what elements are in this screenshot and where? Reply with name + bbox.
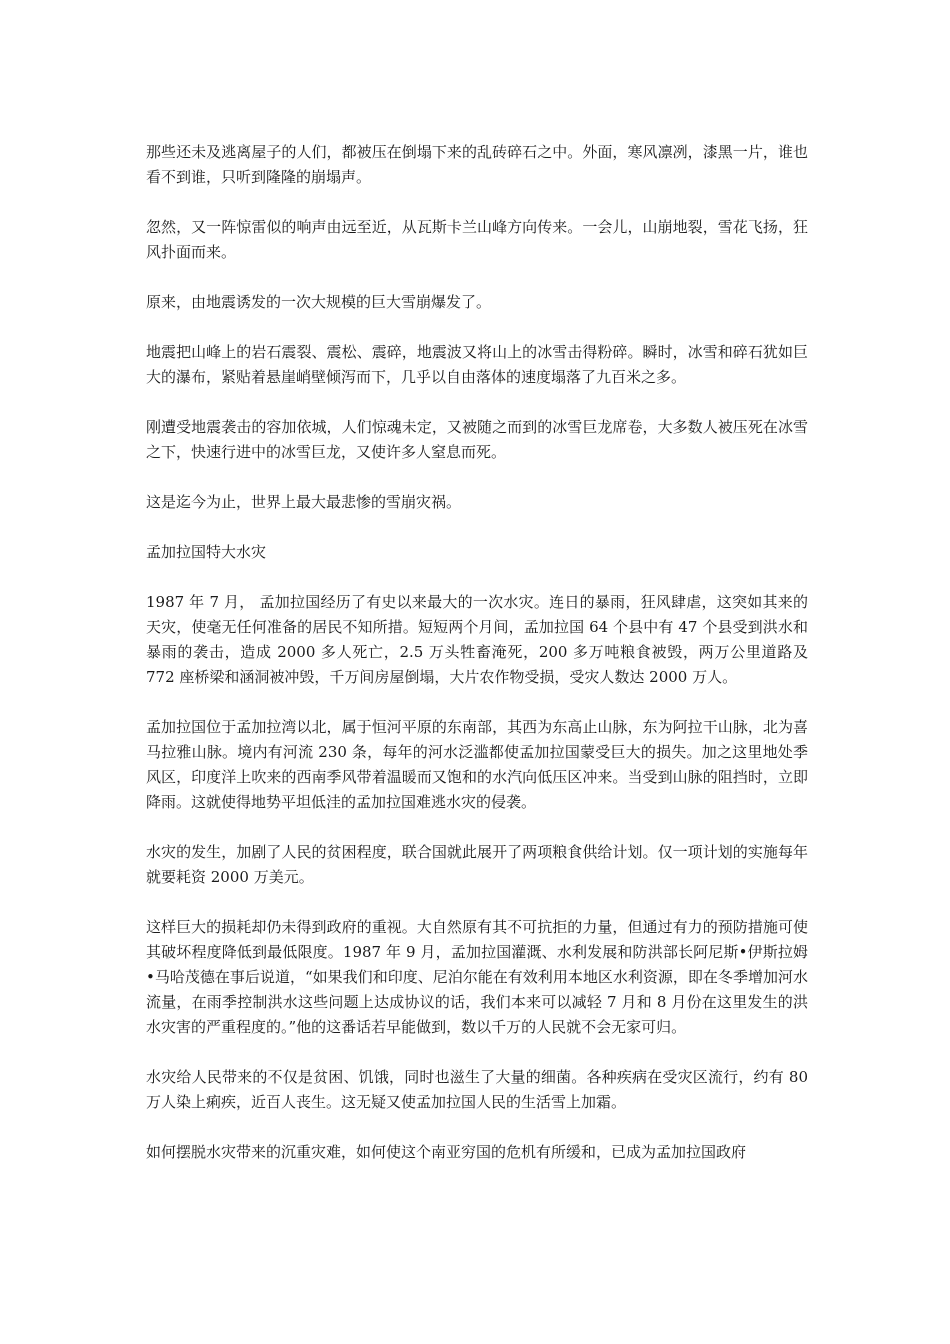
paragraph-avalanche-triggered: 原来，由地震诱发的一次大规模的巨大雪崩爆发了。 <box>146 293 492 311</box>
paragraph-crisis-question: 如何摆脱水灾带来的沉重灾难，如何使这个南亚穷国的危机有所缓和，已成为孟加拉国政府 <box>146 1143 747 1161</box>
section-heading-bangladesh-flood: 孟加拉国特大水灾 <box>146 543 267 561</box>
paragraph-minister-quote: 这样巨大的损耗却仍未得到政府的重视。大自然原有其不可抗拒的力量，但通过有力的预防措施可使其破坏程度降低到最低限度。1987 年 9 月，孟加拉国灌溉、水利发展和防洪部长阿尼斯•伊斯拉姆•马哈茂德在事后说道，“如果我们和印度、尼泊尔能在有效利用本地区水利资源，即在冬季增加河水流量，在雨季控制洪水这些问题上达成协议的话，我们本来可以减轻 7 月和 8 月份在这里发生的洪水灾害的严重程度的。”他的这番话若早能做到，数以千万的人民就不会无家可归。 <box>146 918 808 1036</box>
paragraph-ice-waterfall: 地震把山峰上的岩石震裂、震松、震碎，地震波又将山上的冰雪击得粉碎。瞬时，冰雪和碎石犹如巨大的瀑布，紧贴着悬崖峭壁倾泻而下，几乎以自由落体的速度塌落了九百米之多。 <box>146 343 808 386</box>
paragraph-un-food-aid: 水灾的发生，加剧了人民的贫困程度，联合国就此展开了两项粮食供给计划。仅一项计划的实施每年就要耗资 2000 万美元。 <box>146 843 808 886</box>
paragraph-thunder-sound: 忽然，又一阵惊雷似的响声由远至近，从瓦斯卡兰山峰方向传来。一会儿，山崩地裂，雪花飞扬，狂风扑面而来。 <box>146 218 808 261</box>
paragraph-geography: 孟加拉国位于孟加拉湾以北，属于恒河平原的东南部，其西为东高止山脉，东为阿拉干山脉，北为喜马拉雅山脉。境内有河流 230 条，每年的河水泛滥都使孟加拉国蒙受巨大的损失。加之这里地处季风区，印度洋上吹来的西南季风带着温暖而又饱和的水汽向低压区冲来。当受到山脉的阻挡时，立即降雨。这就使得地势平坦低洼的孟加拉国难逃水灾的侵袭。 <box>146 718 808 811</box>
paragraph-worst-avalanche: 这是迄今为止，世界上最大最悲惨的雪崩灾祸。 <box>146 493 462 511</box>
document-body <box>146 140 808 1190</box>
paragraph-collapse-aftermath: 那些还未及逃离屋子的人们，都被压在倒塌下来的乱砖碎石之中。外面，寒风凛冽，漆黑一片，谁也看不到谁，只听到隆隆的崩塌声。 <box>146 143 808 186</box>
paragraph-1987-flood: 1987 年 7 月， 孟加拉国经历了有史以来最大的一次水灾。连日的暴雨，狂风肆虐，这突如其来的天灾，使毫无任何准备的居民不知所措。短短两个月间，孟加拉国 64 个县中有 47 个县受到洪水和暴雨的袭击，造成 2000 多人死亡，2.5 万头牲畜淹死，200 多万吨粮食被毁，两万公里道路及 772 座桥梁和涵洞被冲毁，千万间房屋倒塌，大片农作物受损，受灾人数达 2000 万人。 <box>146 593 808 686</box>
paragraph-city-buried: 刚遭受地震袭击的容加依城，人们惊魂未定，又被随之而到的冰雪巨龙席卷，大多数人被压死在冰雪之下，快速行进中的冰雪巨龙，又使许多人窒息而死。 <box>146 418 808 461</box>
paragraph-disease: 水灾给人民带来的不仅是贫困、饥饿，同时也滋生了大量的细菌。各种疾病在受灾区流行，约有 80 万人染上痢疾，近百人丧生。这无疑又使孟加拉国人民的生活雪上加霜。 <box>146 1068 808 1111</box>
